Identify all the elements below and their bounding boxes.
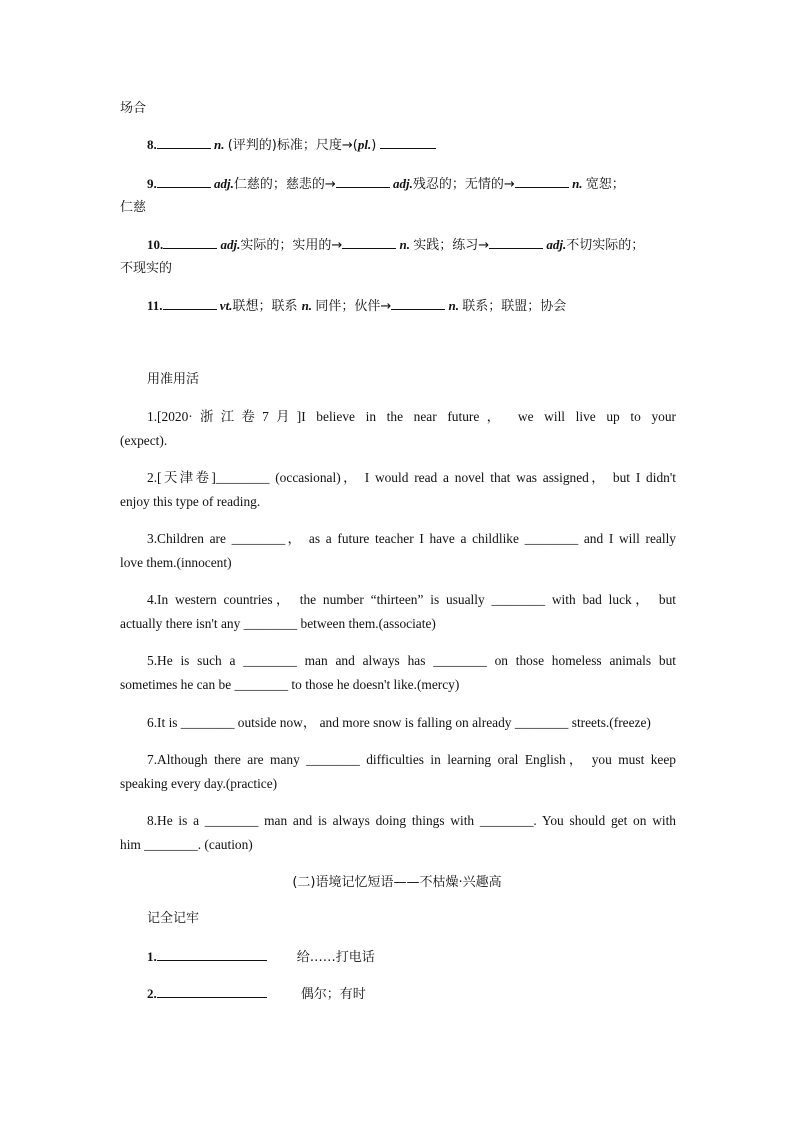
phrase-number: 1. bbox=[147, 949, 157, 964]
vocab-meaning: 联系；联盟；协会 bbox=[462, 299, 567, 314]
sentence-1-line-1: 1.[2020·浙江卷7月]I believe in the near future， we will live up to your bbox=[147, 409, 676, 424]
sentence-4-line-1: 4.In western countries， the number “thirteen” is usually ________ with bad luck， but bbox=[147, 592, 676, 607]
answer-blank[interactable] bbox=[163, 235, 217, 249]
vocab-meaning: 联想；联系 bbox=[232, 299, 302, 314]
vocab-meaning: 不切实际的； bbox=[566, 238, 645, 253]
vocab-item-11 bbox=[147, 296, 676, 317]
pos-label: adj. bbox=[217, 237, 241, 252]
answer-blank[interactable] bbox=[342, 235, 396, 249]
vocab-number: 10. bbox=[147, 237, 164, 252]
vocab-meaning: 宽恕； bbox=[585, 177, 625, 192]
answer-blank[interactable] bbox=[157, 984, 267, 998]
sentence-2-line-2: enjoy this type of reading. bbox=[120, 494, 261, 509]
vocab-meaning: 仁慈的；慈悲的→ bbox=[233, 177, 336, 192]
pos-label: pl. bbox=[357, 137, 372, 152]
section-heading-memorize: 记全记牢 bbox=[147, 911, 200, 926]
vocab-meaning: ) bbox=[371, 138, 381, 153]
pos-label: n. bbox=[396, 237, 414, 252]
section-two-title: (二)语境记忆短语——不枯燥·兴趣高 bbox=[292, 875, 502, 890]
vocab-item-10 bbox=[147, 235, 676, 256]
sentence-5-line-2: sometimes he can be ________ to those he doesn't like.(mercy) bbox=[120, 677, 460, 692]
pos-label: adj. bbox=[389, 176, 413, 191]
answer-blank[interactable] bbox=[489, 235, 543, 249]
vocab-number: 11. bbox=[147, 298, 163, 313]
answer-blank[interactable] bbox=[157, 135, 211, 149]
answer-blank[interactable] bbox=[157, 947, 267, 961]
answer-blank[interactable] bbox=[157, 174, 211, 188]
answer-blank[interactable] bbox=[336, 174, 390, 188]
vocab-meaning: 实际的；实用的→ bbox=[240, 238, 343, 253]
pos-label: adj. bbox=[543, 237, 567, 252]
sentence-7-line-2: speaking every day.(practice) bbox=[120, 776, 278, 791]
sentence-2-line-1: 2.[天津卷]________ (occasional)， I would read a novel that was assigned， but I didn't bbox=[147, 470, 676, 485]
sentence-4-line-2: actually there isn't any ________ between them.(associate) bbox=[120, 616, 436, 631]
phrase-meaning: 偶尔；有时 bbox=[300, 987, 366, 1002]
pos-label: n. bbox=[445, 298, 463, 313]
answer-blank[interactable] bbox=[380, 135, 436, 149]
vocab-meaning: (评判的)标准；尺度→( bbox=[227, 138, 358, 153]
top-fragment: 场合 bbox=[120, 101, 147, 116]
answer-blank[interactable] bbox=[163, 296, 217, 310]
sentence-5-line-1: 5.He is such a ________ man and always has ________ on those homeless animals but bbox=[147, 653, 676, 668]
sentence-8-line-2: him ________. (caution) bbox=[120, 837, 253, 852]
pos-label: vt. bbox=[216, 298, 233, 313]
sentence-6-line-1: 6.It is ________ outside now， and more snow is falling on already ________ streets.(freeze) bbox=[147, 715, 651, 730]
pos-label: n. bbox=[568, 176, 586, 191]
vocab-item-9 bbox=[147, 174, 676, 195]
sentence-3-line-2: love them.(innocent) bbox=[120, 555, 232, 570]
sentence-3-line-1: 3.Children are ________， as a future teacher I have a childlike ________ and I will really bbox=[147, 531, 676, 546]
vocab-item-9-cont: 仁慈 bbox=[120, 200, 147, 215]
vocab-meaning: 残忍的；无情的→ bbox=[412, 177, 515, 192]
pos-label: n. bbox=[301, 298, 316, 313]
phrase-number: 2. bbox=[147, 986, 157, 1001]
phrase-item-1 bbox=[147, 947, 676, 968]
section-heading-usage: 用准用活 bbox=[147, 372, 200, 387]
phrase-meaning: 给……打电话 bbox=[296, 950, 375, 965]
vocab-item-10-cont: 不现实的 bbox=[120, 261, 173, 276]
sentence-1-line-2: (expect). bbox=[120, 433, 168, 448]
answer-blank[interactable] bbox=[515, 174, 569, 188]
vocab-item-8 bbox=[147, 135, 676, 156]
sentence-7-line-1: 7.Although there are many ________ difficulties in learning oral English， you must keep bbox=[147, 752, 676, 767]
vocab-meaning: 同伴；伙伴→ bbox=[315, 299, 392, 314]
pos-label: adj. bbox=[210, 176, 234, 191]
vocab-number: 9. bbox=[147, 176, 157, 191]
phrase-item-2 bbox=[147, 984, 676, 1005]
vocab-meaning: 实践；练习→ bbox=[413, 238, 490, 253]
sentence-8-line-1: 8.He is a ________ man and is always doing things with ________. You should get on with bbox=[147, 813, 676, 828]
answer-blank[interactable] bbox=[391, 296, 445, 310]
vocab-number: 8. bbox=[147, 137, 157, 152]
pos-label: n. bbox=[210, 137, 228, 152]
